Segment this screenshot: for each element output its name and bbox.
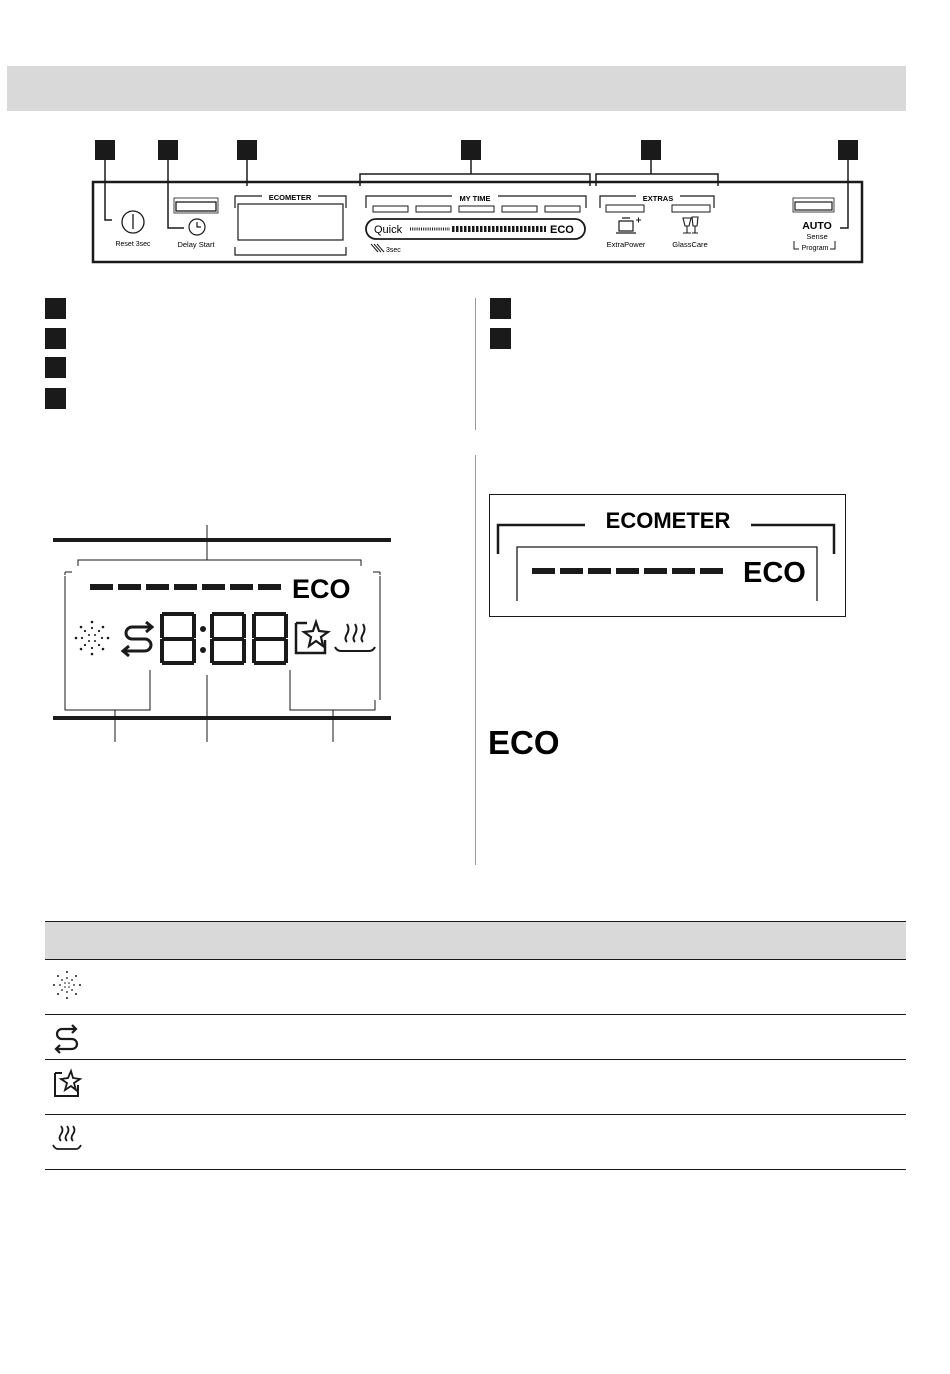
column-divider	[475, 298, 476, 430]
ecometer-display	[238, 204, 343, 240]
control-panel-illustration	[0, 160, 950, 270]
legend-marker-4	[45, 388, 66, 409]
callout-marker-4	[461, 140, 481, 160]
machine-care-icon	[296, 622, 328, 653]
table-row	[45, 1060, 906, 1115]
ecometer-title: ECOMETER	[605, 508, 731, 533]
extra-power-label: ExtraPower	[606, 240, 646, 249]
callout-marker-3	[237, 140, 257, 160]
display-illustration	[45, 520, 400, 745]
touch-icon	[371, 244, 384, 252]
table-row	[45, 1115, 906, 1170]
slider-eco-label: ECO	[550, 224, 574, 236]
salt-icon	[75, 621, 110, 656]
legend-marker-2	[45, 328, 66, 349]
extras-label: EXTRAS	[642, 194, 674, 203]
salt-refill-icon	[50, 968, 84, 1002]
rinse-aid-icon	[123, 622, 152, 656]
auto-off-row-icon	[50, 1123, 84, 1157]
rinse-aid-refill-icon	[50, 1021, 84, 1055]
ecometer-illustration	[489, 494, 847, 618]
callout-marker-5	[641, 140, 661, 160]
column-divider	[475, 455, 476, 865]
auto-label[interactable]: AUTO	[802, 220, 832, 232]
delay-start-indicator	[176, 202, 216, 211]
extra-power-button[interactable]	[616, 218, 641, 234]
my-time-label: MY TIME	[459, 194, 491, 203]
eco-logo	[486, 725, 566, 759]
legend-marker-1	[45, 298, 66, 319]
display-eco-label: ECO	[292, 574, 351, 604]
callout-marker-2	[158, 140, 178, 160]
auto-sense-indicator	[795, 202, 832, 210]
glass-care-button[interactable]	[683, 217, 698, 233]
legend-marker-6	[490, 328, 511, 349]
indicator-table	[45, 921, 906, 1170]
section-header-bar	[7, 66, 906, 111]
ecometer-box-eco-label: ECO	[743, 557, 806, 589]
table-row	[45, 1015, 906, 1060]
three-sec-label: 3sec	[386, 247, 401, 254]
reset-label: Reset 3sec	[115, 241, 151, 248]
table-row	[45, 960, 906, 1015]
pot-plus-icon	[616, 218, 636, 233]
quick-label: Quick	[374, 224, 403, 236]
glasses-icon	[683, 217, 698, 233]
sense-label: Sense	[806, 232, 828, 241]
glass-care-label: GlassCare	[672, 240, 708, 249]
machine-care-refill-icon	[50, 1068, 84, 1102]
time-digits	[160, 612, 288, 665]
ecometer-label: ECOMETER	[268, 193, 312, 202]
callout-marker-6	[838, 140, 858, 160]
table-header	[45, 921, 906, 960]
delay-start-button[interactable]	[189, 219, 205, 235]
power-button[interactable]	[122, 211, 144, 233]
legend-marker-3	[45, 357, 66, 378]
callout-marker-1	[95, 140, 115, 160]
svg-text:ECO: ECO	[488, 725, 560, 759]
program-label: Program	[801, 245, 829, 252]
auto-off-icon	[335, 624, 375, 651]
legend-marker-5	[490, 298, 511, 319]
delay-start-label: Delay Start	[177, 240, 215, 249]
